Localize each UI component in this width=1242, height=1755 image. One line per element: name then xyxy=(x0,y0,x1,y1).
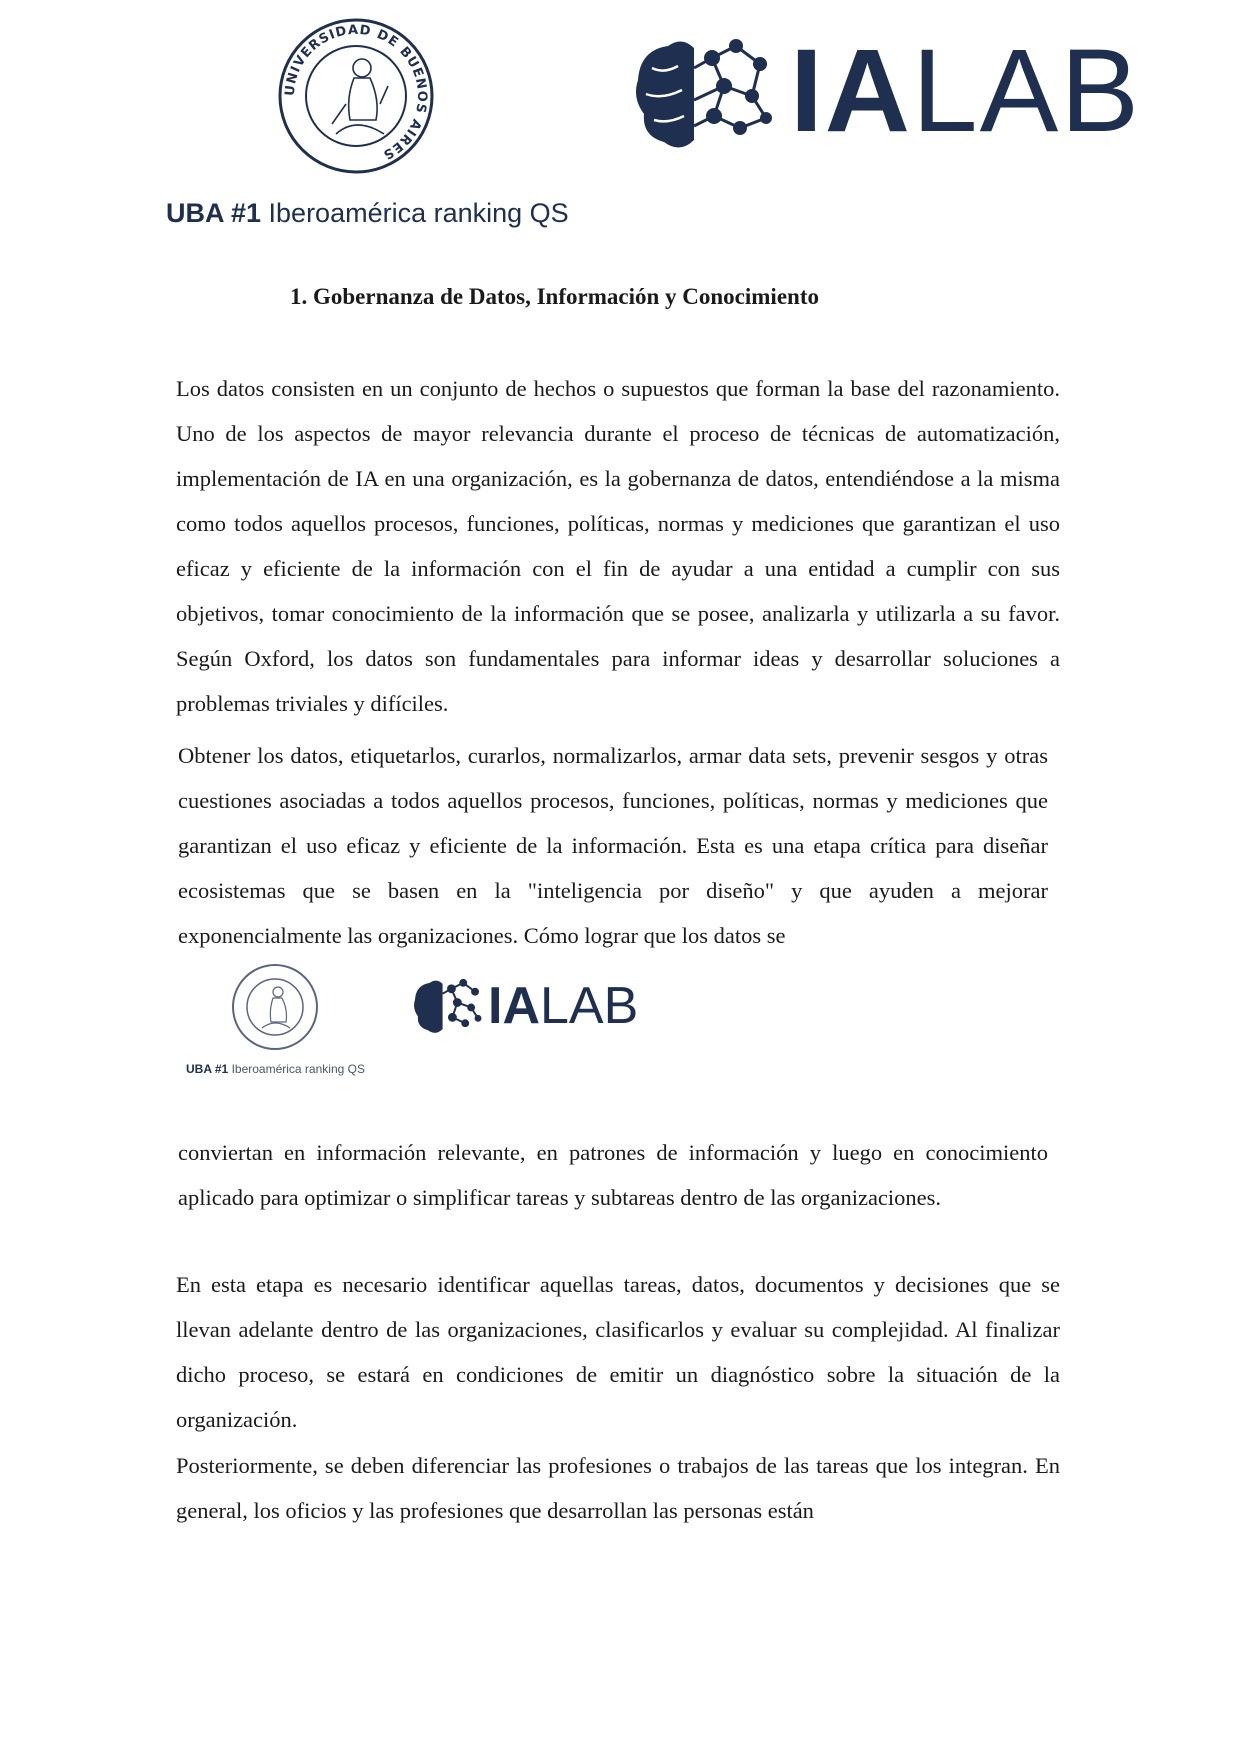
ranking-rest: Iberoamérica ranking QS xyxy=(261,198,569,228)
ranking-strong: UBA #1 xyxy=(166,198,262,228)
embedded-page-header xyxy=(180,962,640,1080)
svg-text:UNIVERSIDAD DE BUENOS AIRES xyxy=(283,23,429,162)
paragraph-5: Posteriormente, se deben diferenciar las profesiones o trabajos de las tareas que los integran. En general, los oficios y las profesiones que desarrollan las personas están xyxy=(176,1453,1060,1523)
uba-seal-mini-logo xyxy=(230,962,320,1052)
ranking-mini-tagline xyxy=(186,1062,365,1076)
brain-network-icon xyxy=(628,28,778,158)
ialab-mini-wordmark xyxy=(488,978,638,1034)
ialab-logo xyxy=(628,25,1142,158)
ranking-tagline xyxy=(166,198,569,229)
paragraph-1: Los datos consisten en un conjunto de hechos o supuestos que forman la base del razonamiento. Uno de los aspectos de mayor relevancia durante el proceso de técnicas de automatización, implementación de IA en una organización, es la gobernanza de datos, entendiéndose a la misma como todos aquellos procesos, funciones, políticas, normas y mediciones que garantizan el uso eficaz y eficiente de la información con el fin de ayudar a una entidad a cumplir con sus objetivos, tomar conocimiento de la información que se posee, analizarla y utilizarla a su favor. Según Oxford, los datos son fundamentales para informar ideas y desarrollar soluciones a problemas triviales y difíciles. xyxy=(176,376,1060,716)
paragraph-2: Obtener los datos, etiquetarlos, curarlos, normalizarlos, armar data sets, prevenir sesgos y otras cuestiones asociadas a todos aquellos procesos, funciones, políticas, normas y mediciones que garantizan el uso eficaz y eficiente de la información. Esta es una etapa crítica para diseñar ecosistemas que se basen en la "inteligencia por diseño" y que ayuden a mejorar exponencialmente las organizaciones. Cómo lograr que los datos se xyxy=(178,743,1048,948)
uba-seal-logo xyxy=(276,16,436,176)
ranking-mini-strong: UBA #1 xyxy=(186,1062,229,1076)
ialab-wordmark xyxy=(790,25,1142,157)
ialab-lab: LAB xyxy=(912,25,1142,157)
brain-network-mini-icon xyxy=(408,974,486,1038)
paragraph-4: En esta etapa es necesario identificar aquellas tareas, datos, documentos y decisiones que se llevan adelante dentro de las organizaciones, clasificarlos y evaluar su complejidad. Al finalizar dicho proceso, se estará en condiciones de emitir un diagnóstico sobre la situación de la organización. xyxy=(176,1272,1060,1432)
section-heading: 1. Gobernanza de Datos, Información y Conocimiento xyxy=(290,284,819,309)
paragraph-3: conviertan en información relevante, en patrones de información y luego en conocimiento aplicado para optimizar o simplificar tareas y subtareas dentro de las organizaciones. xyxy=(178,1140,1048,1210)
ialab-mini-logo xyxy=(408,974,638,1044)
seal-text: UNIVERSIDAD DE BUENOS AIRES xyxy=(282,22,430,163)
ialab-mini-lab: LAB xyxy=(540,977,639,1035)
ialab-ia: IA xyxy=(790,25,912,157)
ialab-mini-ia: IA xyxy=(488,977,540,1035)
ranking-mini-rest: Iberoamérica ranking QS xyxy=(228,1062,365,1076)
